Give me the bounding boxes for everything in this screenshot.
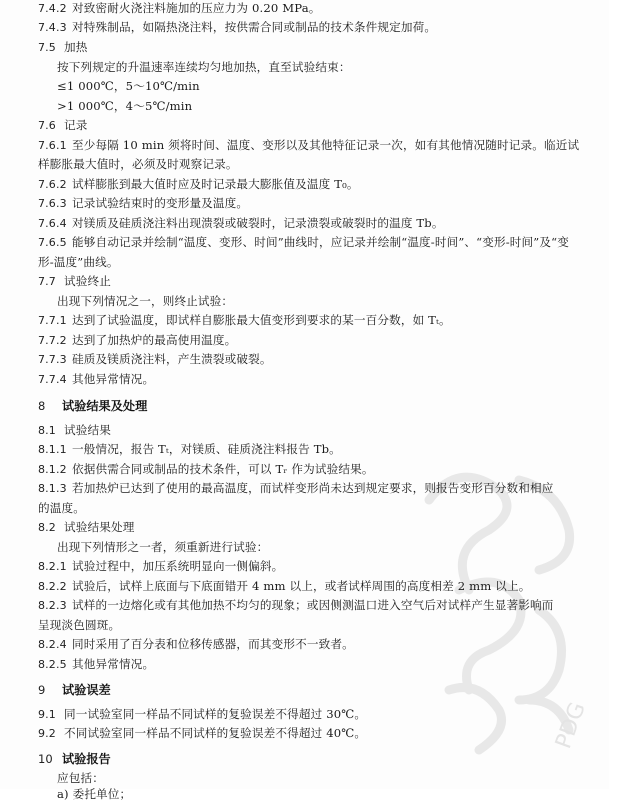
paragraph-text: 呈现淡色圆斑。 — [38, 618, 121, 632]
clause-8-1-1 — [38, 441, 341, 458]
clause-number: 8.1 — [38, 424, 56, 437]
clause-7-6-5-cont — [38, 254, 119, 270]
clause-text: 对特殊制品，如隔热浇注料，按供需合同或制品的技术条件规定加荷。 — [72, 20, 437, 34]
clause-number: 7.6.3 — [38, 197, 67, 210]
clause-text: 对镁质及硅质浇注料出现溃裂或破裂时，记录溃裂或破裂时的温度 Tb。 — [72, 216, 444, 230]
paragraph-text: 按下列规定的升温速率连续均匀地加热，直至试验结束： — [57, 60, 351, 74]
clause-number: 7.6 — [38, 119, 56, 132]
clause-number: 8.2.3 — [38, 599, 67, 612]
clause-number: 8.1.3 — [38, 482, 67, 495]
clause-text: 试验终止 — [64, 274, 111, 288]
clause-text: 达到了试验温度，即试样自膨胀最大值变形到要求的某一百分数，如 Tₜ。 — [72, 313, 451, 327]
clause-text: 至少每隔 10 min 须将时间、温度、变形以及其他特征记录一次，如有其他情况随时记录。临近试 — [72, 138, 580, 152]
clause-8-2-1 — [38, 558, 283, 575]
paragraph-text: 出现下列情况之一，则终止试验： — [57, 294, 234, 308]
clause-7-6-3 — [38, 195, 248, 212]
clause-number: 7.6.1 — [38, 139, 67, 152]
clause-number: 7.4.2 — [38, 2, 67, 15]
clause-number: 7.7.1 — [38, 314, 67, 327]
clause-text: 试样膨胀到最大值时应及时记录最大膨胀值及温度 T₀。 — [72, 177, 359, 191]
clause-text: 其他异常情况。 — [72, 372, 155, 386]
section-10-heading — [38, 751, 111, 767]
clause-text: 若加热炉已达到了使用的最高温度，而试样变形尚未达到规定要求，则报告变形百分数和相应 — [72, 481, 554, 495]
clause-text: 试验后，试样上底面与下底面错开 4 mm 以上，或者试样周围的高度相差 2 mm 以上。 — [72, 579, 531, 593]
paragraph-report-contents — [57, 770, 104, 786]
clause-text: 对致密耐火浇注料施加的压应力为 0.20 MPa。 — [72, 1, 321, 15]
paragraph-text: a) 委托单位； — [57, 787, 132, 801]
clause-8-1-2 — [38, 461, 374, 478]
paragraph-text: 形-温度”曲线。 — [38, 255, 119, 269]
clause-text: 试样的一边熔化或有其他加热不均匀的现象；或因侧测温口进入空气后对试样产生显著影响而 — [72, 598, 554, 612]
clause-text: 其他异常情况。 — [72, 657, 155, 671]
clause-text: 试验结果 — [64, 423, 111, 437]
clause-number: 7.4.3 — [38, 21, 67, 34]
section-title: 试验结果及处理 — [62, 399, 148, 413]
clause-8-2-5 — [38, 656, 154, 673]
clause-number: 8.1.1 — [38, 443, 67, 456]
clause-8-2-3 — [38, 597, 554, 614]
report-item-a — [57, 786, 131, 802]
clause-7-6-1 — [38, 137, 579, 154]
clause-7-7-2 — [38, 332, 236, 349]
clause-number: 9.1 — [38, 708, 56, 721]
heating-rate-low — [57, 78, 200, 94]
clause-number: 7.7.4 — [38, 373, 67, 386]
section-8-heading — [38, 398, 147, 414]
clause-text: 同一试验室同一样品不同试样的复验误差不得超过 30℃。 — [64, 707, 367, 721]
section-number: 10 — [38, 752, 53, 766]
paragraph-text: ≤1 000℃，5～10℃/min — [57, 79, 200, 93]
clause-7-6-5 — [38, 234, 569, 251]
heading-8-2 — [38, 519, 134, 536]
clause-number: 8.2 — [38, 521, 56, 534]
paragraph-text: 出现下列情形之一者，须重新进行试验： — [57, 540, 269, 554]
clause-7-7-1 — [38, 312, 451, 329]
paragraph-text: 样膨胀最大值时，必须及时观察记录。 — [38, 157, 238, 171]
clause-number: 9.2 — [38, 727, 56, 740]
section-9-heading — [38, 682, 111, 698]
clause-number: 7.5 — [38, 41, 56, 54]
heading-7-7 — [38, 273, 111, 290]
clause-text: 记录 — [64, 118, 88, 132]
clause-text: 硅质及镁质浇注料，产生溃裂或破裂。 — [72, 352, 272, 366]
clause-8-1-3-cont — [38, 500, 85, 516]
section-title: 试验报告 — [62, 752, 111, 766]
clause-text: 达到了加热炉的最高使用温度。 — [72, 333, 237, 347]
paragraph-text: 应包括： — [57, 771, 104, 785]
clause-text: 不同试验室同一样品不同试样的复验误差不得超过 40℃。 — [64, 726, 367, 740]
clause-7-6-1-cont — [38, 156, 238, 172]
clause-text: 试验结果处理 — [64, 520, 135, 534]
clause-number: 7.6.5 — [38, 236, 67, 249]
clause-text: 一般情况，报告 Tₜ，对镁质、硅质浇注料报告 Tb。 — [72, 442, 341, 456]
clause-number: 8.2.5 — [38, 658, 67, 671]
clause-7-4-3 — [38, 19, 436, 36]
clause-7-7-4 — [38, 371, 154, 388]
clause-number: 8.2.2 — [38, 580, 67, 593]
clause-8-2-4 — [38, 636, 354, 653]
clause-text: 同时采用了百分表和位移传感器，而其变形不一致者。 — [72, 637, 354, 651]
clause-9-2 — [38, 725, 366, 742]
clause-number: 7.7.3 — [38, 353, 67, 366]
heading-7-6 — [38, 117, 88, 134]
section-number: 8 — [38, 399, 46, 413]
clause-8-1-3 — [38, 480, 554, 497]
paragraph-text: 的温度。 — [38, 501, 85, 515]
clause-7-6-2 — [38, 176, 359, 193]
heading-7-5 — [38, 39, 88, 56]
clause-number: 7.6.4 — [38, 217, 67, 230]
clause-text: 记录试验结束时的变形量及温度。 — [72, 196, 249, 210]
clause-7-6-4 — [38, 215, 444, 232]
clause-text: 加热 — [64, 40, 88, 54]
section-number: 9 — [38, 683, 46, 697]
clause-number: 8.2.1 — [38, 560, 67, 573]
paragraph-retest-conditions — [57, 539, 268, 555]
section-title: 试验误差 — [62, 683, 111, 697]
paragraph-text: >1 000℃，4～5℃/min — [57, 99, 193, 113]
clause-7-4-2 — [38, 0, 321, 17]
clause-9-1 — [38, 706, 366, 723]
clause-7-7-3 — [38, 351, 272, 368]
clause-number: 8.2.4 — [38, 638, 67, 651]
watermark-label: PDG — [551, 699, 591, 753]
clause-text: 试验过程中，加压系统明显向一侧偏斜。 — [72, 559, 284, 573]
clause-text: 依据供需合同或制品的技术条件，可以 Tᵣ 作为试验结果。 — [72, 462, 374, 476]
heading-8-1 — [38, 422, 111, 439]
clause-8-2-3-cont — [38, 617, 120, 633]
clause-number: 7.6.2 — [38, 178, 67, 191]
clause-number: 8.1.2 — [38, 463, 67, 476]
paragraph-heating-rule — [57, 59, 351, 75]
clause-number: 7.7.2 — [38, 334, 67, 347]
clause-number: 7.7 — [38, 275, 56, 288]
clause-text: 能够自动记录并绘制“温度、变形、时间”曲线时，应记录并绘制“温度-时间”、“变形-时间”及“变 — [72, 235, 569, 249]
paragraph-stop-conditions — [57, 293, 233, 309]
heating-rate-high — [57, 98, 192, 114]
clause-8-2-2 — [38, 578, 530, 595]
